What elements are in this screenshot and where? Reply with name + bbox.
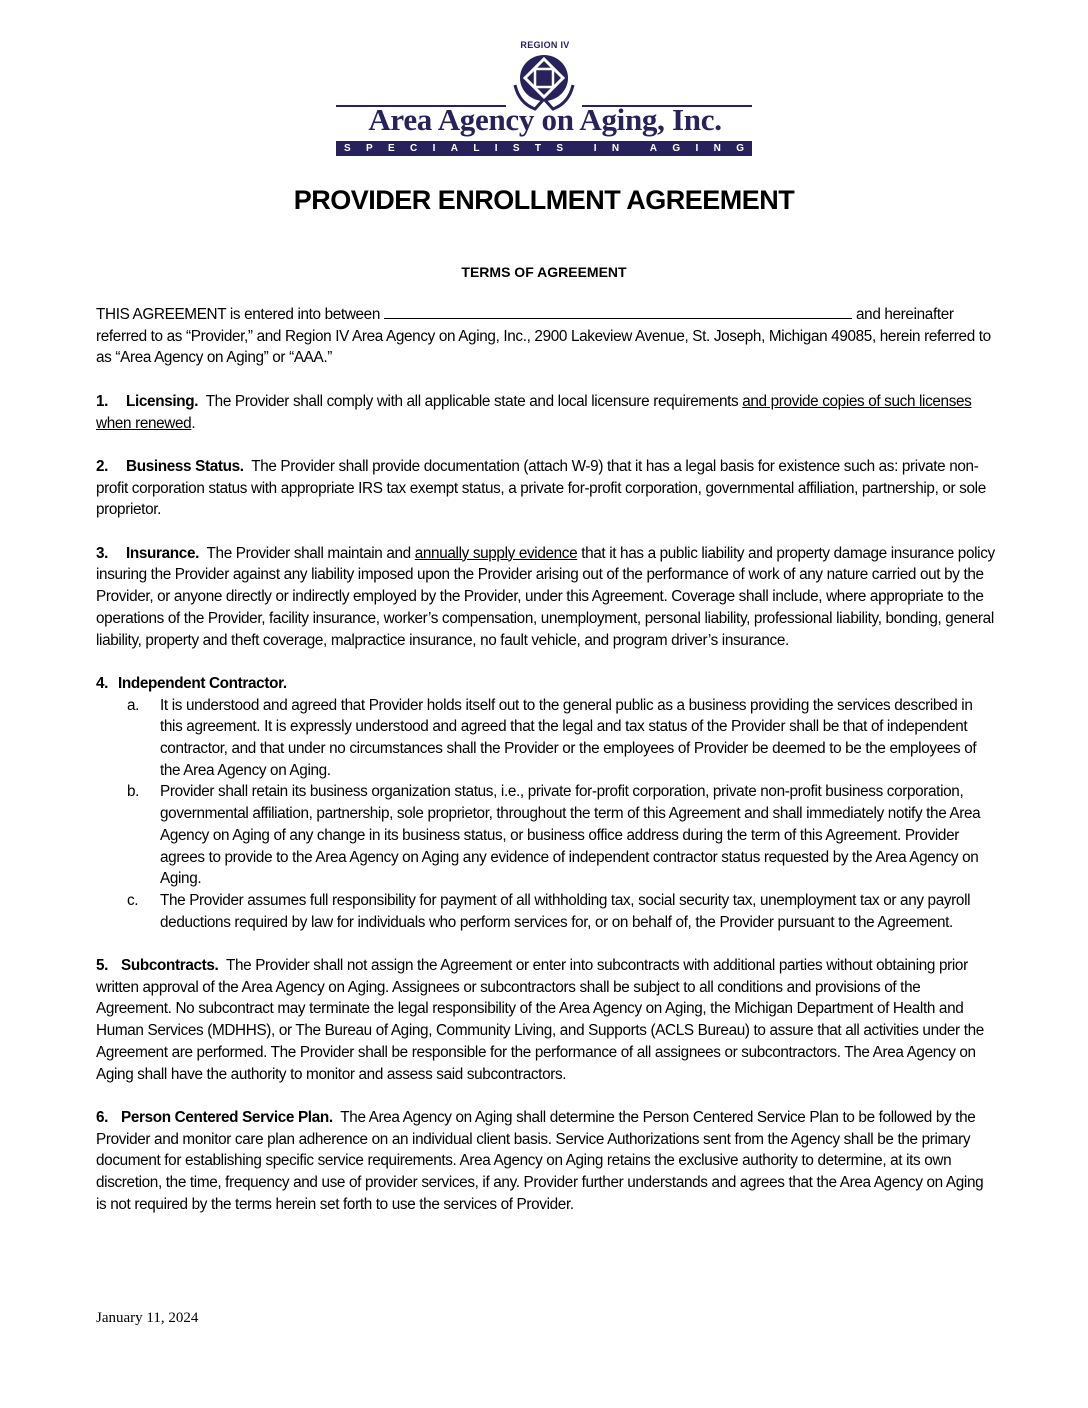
intro-paragraph — [96, 304, 996, 369]
section-text: The Area Agency on Aging shall determine the Person Centered Service Plan to be followed by the Provider and monitor care plan adherence on an individual client basis. Service Authorizations sent from the Agency shall be the primary document for establishing specific service requirements. Area Agency on Aging retains the exclusive authority to determine, at its own discretion, the time, frequency and use of provider services, if any. Provider further understands and agrees that the Area Agency on Aging is not required by the terms herein set forth to use the services of Provider. — [96, 1108, 984, 1213]
section-heading: Business Status. — [126, 457, 244, 475]
list-item-text: The Provider assumes full responsibility for payment of all withholding tax, social security tax, unemployment tax or any payroll deductions required by law for individuals who perform services for, or on behalf of, the Provider pursuant to the Agreement. — [160, 891, 971, 931]
tagline-letter: I — [695, 143, 699, 154]
section-text-continued: that it has a public liability and property damage insurance policy insuring the Provider against any liability imposed upon the Provider arising out of the performance of work of any nature carried out by the Provider, or anyone directly or indirectly employed by the Provider, under this Agreement. Coverage shall include, where appropriate to the operations of the Provider, facility insurance, worker’s compensation, unemployment, personal liability, professional liability, bonding, general liability, property and theft coverage, malpractice insurance, no fault vehicle, and program driver’s insurance. — [96, 544, 995, 649]
list-item — [96, 695, 996, 782]
section-number: 6. — [96, 1108, 109, 1126]
section-independent-contractor — [96, 673, 996, 933]
tagline-letter: P — [366, 143, 373, 154]
tagline-letter: T — [534, 143, 542, 154]
list-item — [96, 781, 996, 890]
list-marker: a. — [127, 696, 140, 714]
tagline-letter: I — [593, 143, 597, 154]
section-text: The Provider shall provide documentation (attach W-9) that it has a legal basis for existence such as: private non-profit corporation status with appropriate IRS tax exempt status, a private for-profit corporation, governmental affiliation, partnership, or sole proprietor. — [96, 457, 986, 519]
tagline-letter: S — [512, 143, 520, 154]
tagline-letter: A — [649, 143, 658, 154]
logo-region-label: REGION IV — [520, 40, 570, 50]
section-number: 5. — [96, 957, 109, 975]
list-marker: b. — [127, 783, 140, 801]
tagline-letter: G — [736, 143, 744, 154]
section-subcontracts — [96, 955, 996, 1085]
tagline-letter: S — [556, 143, 564, 154]
section-number: 2. — [96, 457, 109, 475]
tagline-letter: A — [450, 143, 458, 154]
list-marker: c. — [127, 891, 139, 909]
agency-logo — [336, 36, 754, 158]
section-number: 3. — [96, 544, 109, 562]
tagline-letter: E — [388, 143, 395, 154]
intro-text-continued: and hereinafter referred to as “Provider,” and Region IV Area Agency on Aging, Inc., 2900 Lakeview Avenue, St. Joseph, Michigan 49085, herein referred to as “Area Agency on Aging” or “AAA.” — [96, 306, 991, 367]
footer-date: January 11, 2024 — [96, 1310, 199, 1326]
section-text: The Provider shall comply with all applicable state and local licensure requirements — [205, 392, 739, 410]
document-subtitle: TERMS OF AGREEMENT — [461, 264, 627, 280]
section-heading: Person Centered Service Plan. — [121, 1108, 333, 1126]
agreement-body — [96, 304, 996, 1237]
section-heading: Subcontracts. — [121, 957, 219, 975]
section-number: 1. — [96, 392, 109, 410]
section-text: The Provider shall not assign the Agreement or enter into subcontracts with additional parties without obtaining prior written approval of the Area Agency on Aging. Assignees or subcontractors shall be subject to all conditions and provisions of the Agreement. No subcontract may terminate the legal responsibility of the Area Agency on Aging, the Michigan Department of Health and Human Services (MDHHS), or The Bureau of Aging, Community Living, and Supports (ACLS Bureau) to assure that all activities under the Agreement are performed. The Provider shall be responsible for the performance of all assignees or subcontractors. The Area Agency on Aging shall have the authority to monitor and assess said subcontractors. — [96, 957, 984, 1083]
tagline-letter: I — [494, 143, 498, 154]
list-item-text: It is understood and agreed that Provider holds itself out to the general public as a business providing the services described in this agreement. It is expressly understood and agreed that the legal and tax status of the Provider shall be that of independent contractor, and that under no circumstances shall the Provider or the employees of Provider be deemed to be the employees of the Area Agency on Aging. — [160, 696, 977, 779]
list-item — [96, 890, 996, 933]
tagline-letter: N — [611, 143, 620, 154]
tagline-letter: N — [713, 143, 721, 154]
section-heading: Insurance. — [126, 544, 200, 562]
section-business-status — [96, 456, 996, 521]
tagline-letter: C — [410, 143, 418, 154]
logo-tagline-band — [336, 141, 752, 156]
intro-text: THIS AGREEMENT is entered into between — [96, 306, 380, 323]
section-insurance — [96, 543, 996, 652]
section-heading: Licensing. — [126, 392, 199, 410]
tagline-letter: I — [432, 143, 436, 154]
section-number: 4. — [96, 674, 109, 692]
list-item-text: Provider shall retain its business organization status, i.e., private for-profit corporation, private non-profit business corporation, governmental affiliation, partnership, sole proprietor, throughout the term of this Agreement and shall immediately notify the Area Agency on Aging of any change in its business status, or business office address during the term of this Agreement. Provider agrees to provide to the Area Agency on Aging any evidence of independent contractor status requested by the Area Agency on Aging. — [160, 783, 981, 888]
section-text-tail: . — [191, 414, 196, 432]
section-licensing — [96, 391, 996, 434]
document-title: PROVIDER ENROLLMENT AGREEMENT — [293, 185, 795, 215]
tagline-letter: L — [473, 143, 480, 154]
section-underlined-text: annually supply evidence — [414, 544, 578, 562]
provider-name-blank[interactable] — [384, 304, 852, 319]
contractor-sublist — [96, 695, 996, 934]
tagline-letter: S — [344, 143, 351, 154]
tagline-letter: G — [672, 143, 681, 154]
section-heading: Independent Contractor. — [118, 674, 287, 692]
section-person-centered-plan — [96, 1107, 996, 1216]
section-underlined-text: and provide copies of such licenses when renewed — [96, 392, 972, 432]
section-text: The Provider shall maintain and — [206, 544, 411, 562]
logo-agency-name: Area Agency on Aging, Inc. — [368, 102, 722, 137]
